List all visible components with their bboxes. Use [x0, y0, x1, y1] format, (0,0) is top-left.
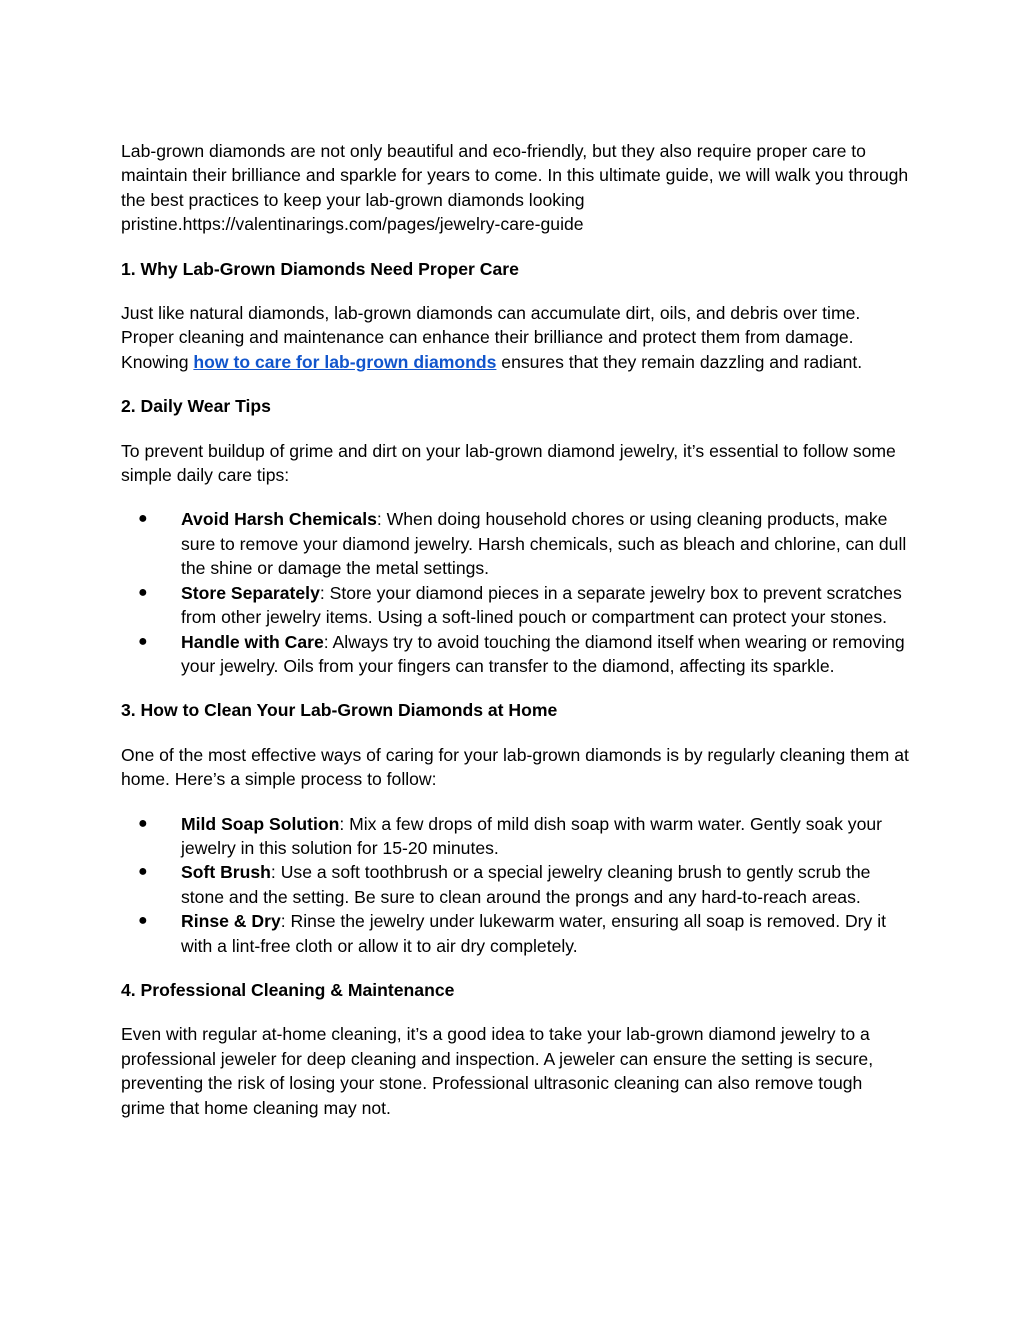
list-item-text: : Mix a few drops of mild dish soap with warm water. Gently soak your jewelry in this solution for 15-20 minutes.: [181, 813, 883, 858]
bullet-icon: ●: [138, 863, 148, 881]
intro-paragraph: Lab-grown diamonds are not only beautiful and eco-friendly, but they also require proper care to maintain their brilliance and sparkle for years to come. In this ultimate guide, we will walk you through the best practices to keep your lab-grown diamonds looking pristine.https://valentinarings.com/pages/jewelry-care-guide: [121, 141, 909, 235]
list-item-term: Handle with Care: [181, 631, 324, 652]
why-care-text-before-link: Just like natural diamonds, lab-grown diamonds can accumulate dirt, oils, and debris over time. Proper cleaning and maintenance can enhance their brilliance and protect them from damage. Knowing: [121, 303, 861, 372]
list-item-term: Soft Brush: [181, 862, 271, 883]
list-item: [121, 507, 911, 580]
list-item-term: Store Separately: [181, 582, 320, 603]
section-heading-why-care: 1. Why Lab-Grown Diamonds Need Proper Care: [121, 258, 519, 279]
list-item: [121, 581, 911, 630]
list-item-text: : Rinse the jewelry under lukewarm water, ensuring all soap is removed. Dry it with a lint-free cloth or allow it to air dry completely.: [181, 911, 887, 956]
list-item: [121, 909, 911, 958]
clean-at-home-list: [121, 812, 911, 958]
section-heading-professional-cleaning: 4. Professional Cleaning & Maintenance: [121, 979, 455, 1000]
bullet-icon: ●: [138, 583, 148, 601]
bullet-icon: ●: [138, 814, 148, 832]
section-heading-daily-wear: 2. Daily Wear Tips: [121, 396, 271, 417]
list-item-term: Mild Soap Solution: [181, 813, 340, 834]
professional-cleaning-paragraph: Even with regular at-home cleaning, it’s a good idea to take your lab-grown diamond jewelry to a professional jeweler for deep cleaning and inspection. A jeweler can ensure the setting is secure, preventing the risk of losing your stone. Professional ultrasonic cleaning can also remove tough grime that home cleaning may not.: [121, 1024, 874, 1118]
bullet-icon: ●: [138, 510, 148, 528]
bullet-icon: ●: [138, 912, 148, 930]
daily-wear-intro: To prevent buildup of grime and dirt on your lab-grown diamond jewelry, it’s essential to follow some simple daily care tips:: [121, 440, 896, 486]
why-care-text-after-link: ensures that they remain dazzling and radiant.: [496, 351, 863, 372]
why-care-paragraph: [121, 301, 911, 374]
daily-wear-list: [121, 507, 911, 678]
list-item-term: Rinse & Dry: [181, 911, 281, 932]
list-item: [121, 860, 911, 909]
list-item-text: : Use a soft toothbrush or a special jewelry cleaning brush to gently scrub the stone and the setting. Be sure to clean around the prongs and any hard-to-reach areas.: [181, 862, 871, 907]
bullet-icon: ●: [138, 632, 148, 650]
list-item-term: Avoid Harsh Chemicals: [181, 509, 377, 530]
care-guide-link[interactable]: how to care for lab-grown diamonds: [193, 351, 497, 372]
list-item-text: : Always try to avoid touching the diamond itself when wearing or removing your jewelry. Oils from your fingers can transfer to the diamond, affecting its sparkle.: [181, 631, 905, 676]
list-item: [121, 630, 911, 679]
document-page: [121, 139, 911, 1140]
list-item-text: : Store your diamond pieces in a separate jewelry box to prevent scratches from other jewelry items. Using a soft-lined pouch or compartment can protect your stones.: [181, 582, 902, 628]
list-item-text: : When doing household chores or using cleaning products, make sure to remove your diamond jewelry. Harsh chemicals, such as bleach and chlorine, can dull the shine or damage the metal settings.: [181, 509, 907, 579]
clean-at-home-intro: One of the most effective ways of caring for your lab-grown diamonds is by regularly cleaning them at home. Here’s a simple process to follow:: [121, 744, 909, 790]
section-heading-clean-at-home: 3. How to Clean Your Lab-Grown Diamonds at Home: [121, 700, 558, 721]
list-item: [121, 812, 911, 861]
